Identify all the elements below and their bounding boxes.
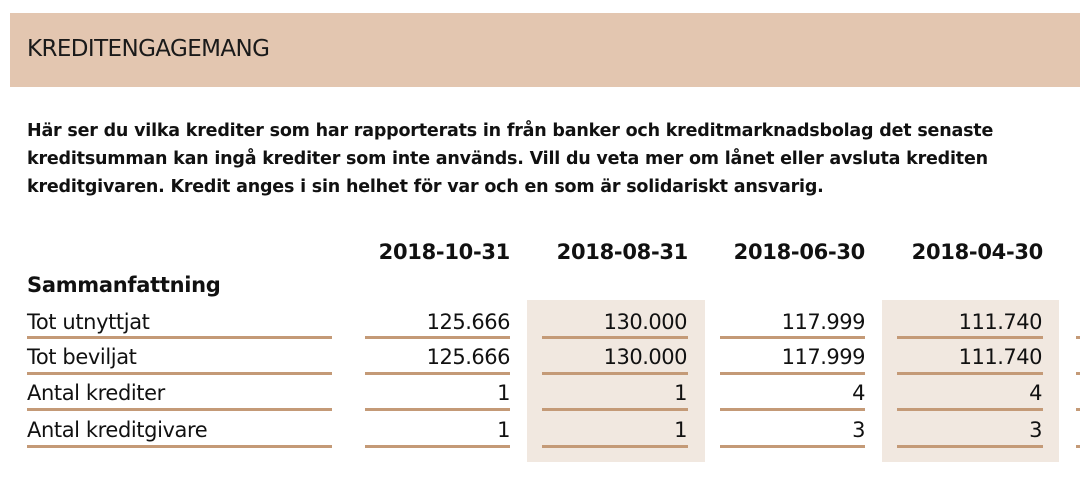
table-cell: 125.666 xyxy=(426,345,510,369)
column-header-date: 2018-08-31 xyxy=(556,240,688,264)
row-divider xyxy=(542,445,688,448)
row-divider xyxy=(720,408,865,411)
table-cell: 117.999 xyxy=(781,310,865,334)
table-cell: 1 xyxy=(674,418,687,442)
table-cell: 3 xyxy=(1029,418,1042,442)
intro-text xyxy=(27,117,1080,201)
table-cell: 1 xyxy=(674,381,687,405)
row-divider xyxy=(720,445,865,448)
row-label-antal-kreditgivare: Antal kreditgivare xyxy=(27,418,208,442)
row-divider xyxy=(542,336,688,339)
row-divider xyxy=(1076,336,1080,339)
row-divider xyxy=(542,408,688,411)
table-cell: 117.999 xyxy=(781,345,865,369)
row-divider xyxy=(365,408,510,411)
intro-line: kreditgivaren. Kredit anges i sin helhet för var och en som är solidariskt ansvarig. xyxy=(27,177,824,197)
row-divider xyxy=(1076,372,1080,375)
table-cell: 125.666 xyxy=(426,310,510,334)
intro-line: kreditsumman kan ingå krediter som inte används. Vill du veta mer om lånet eller avsluta krediten xyxy=(27,149,988,169)
row-label-tot-beviljat: Tot beviljat xyxy=(27,345,137,369)
table-cell: 111.740 xyxy=(958,310,1042,334)
table-cell: 4 xyxy=(852,381,865,405)
table-cell: 3 xyxy=(852,418,865,442)
intro-line: Här ser du vilka krediter som har rapporterats in från banker och kreditmarknadsbolag det senaste xyxy=(27,121,994,141)
row-divider xyxy=(1076,445,1080,448)
summary-heading: Sammanfattning xyxy=(27,273,221,297)
row-divider xyxy=(897,372,1043,375)
table-cell: 130.000 xyxy=(603,345,687,369)
row-divider xyxy=(27,372,332,375)
row-divider xyxy=(720,372,865,375)
column-header-date: 2018-06-30 xyxy=(733,240,865,264)
row-divider xyxy=(365,445,510,448)
section-header xyxy=(10,13,1080,87)
row-label-tot-utnyttjat: Tot utnyttjat xyxy=(27,310,150,334)
row-divider xyxy=(27,336,332,339)
row-divider xyxy=(365,372,510,375)
row-divider xyxy=(1076,408,1080,411)
column-header-date: 2018-04-30 xyxy=(911,240,1043,264)
row-divider xyxy=(897,336,1043,339)
table-cell: 111.740 xyxy=(958,345,1042,369)
table-cell: 1 xyxy=(497,418,510,442)
row-divider xyxy=(365,336,510,339)
section-title: KREDITENGAGEMANG xyxy=(27,36,270,62)
row-divider xyxy=(27,408,332,411)
table-cell: 4 xyxy=(1029,381,1042,405)
row-divider xyxy=(720,336,865,339)
row-label-antal-krediter: Antal krediter xyxy=(27,381,165,405)
column-header-date: 2018-10-31 xyxy=(378,240,510,264)
row-divider xyxy=(897,445,1043,448)
table-cell: 1 xyxy=(497,381,510,405)
row-divider xyxy=(27,445,332,448)
table-cell: 130.000 xyxy=(603,310,687,334)
row-divider xyxy=(897,408,1043,411)
row-divider xyxy=(542,372,688,375)
